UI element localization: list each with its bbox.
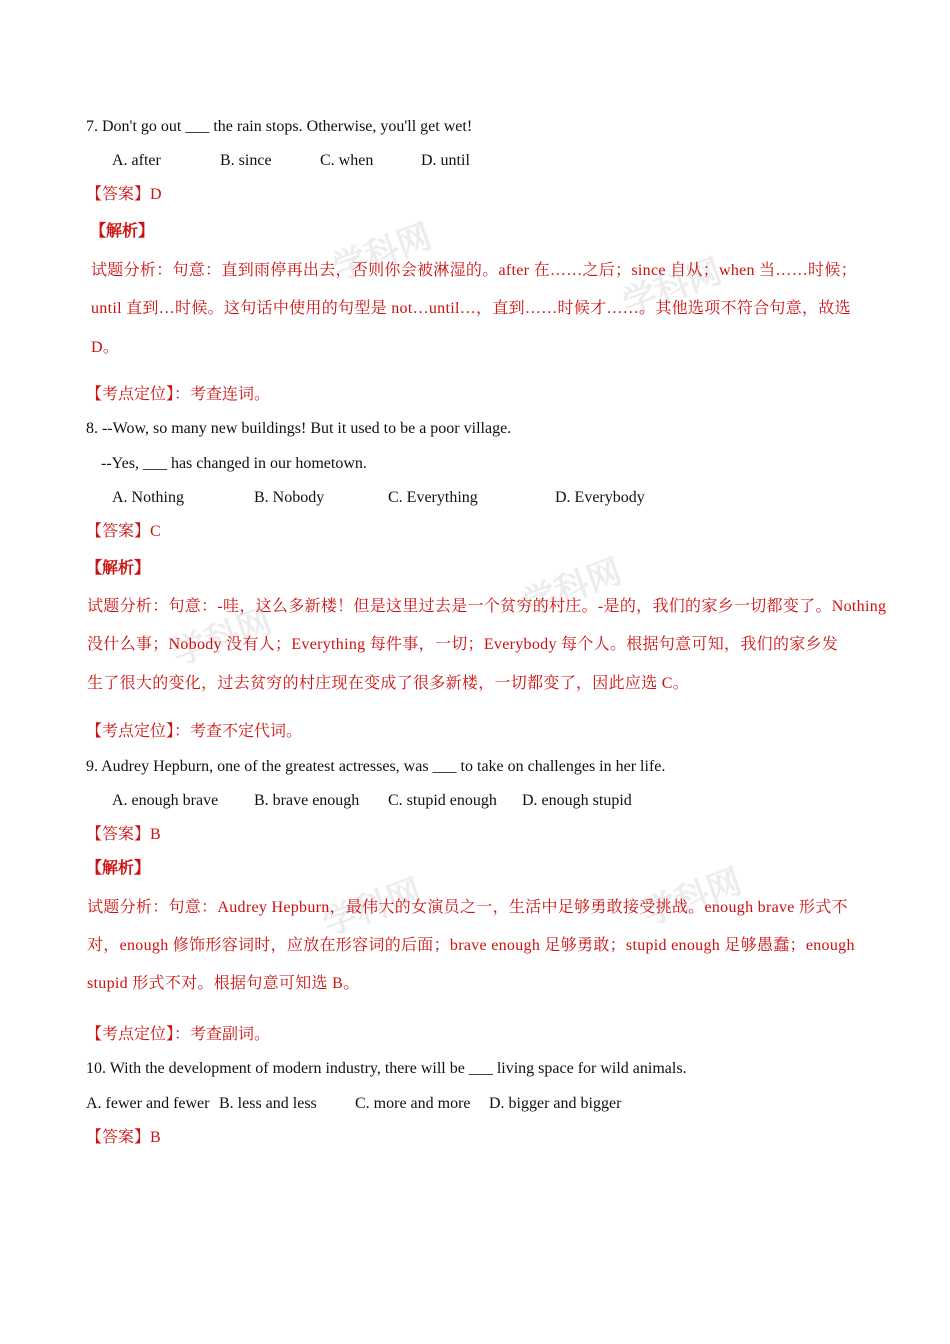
q8-option-d: D. Everybody	[555, 489, 645, 506]
watermark: 学科网	[517, 551, 627, 625]
q8-option-c: C. Everything	[388, 489, 478, 506]
q8-option-a: A. Nothing	[112, 489, 184, 506]
q7-analysis-label: 【解析】	[90, 223, 155, 240]
q10-option-d: D. bigger and bigger	[489, 1095, 622, 1112]
q9-answer: 【答案】B	[86, 826, 161, 843]
q8-analysis-line: 生了很大的变化，过去贫穷的村庄现在变成了很多新楼，一切都变了，因此应选 C。	[87, 675, 690, 692]
q9-option-b: B. brave enough	[254, 792, 360, 809]
q8-reply: --Yes, ___ has changed in our hometown.	[101, 455, 367, 472]
watermark: 学科网	[617, 251, 727, 325]
q9-analysis-line: 对，enough 修饰形容词时，应放在形容词的后面；brave enough 足够勇敢；stupid enough 足够愚蠢；enough	[87, 937, 855, 954]
q7-option-c: C. when	[320, 152, 374, 169]
q8-analysis-line: 没什么事；Nobody 没有人；Everything 每件事，一切；Everybody 每个人。根据句意可知，我们的家乡发	[87, 636, 839, 653]
watermark: 学科网	[167, 601, 277, 675]
q9-analysis-line: stupid 形式不对。根据句意可知选 B。	[87, 975, 360, 992]
q9-analysis-label: 【解析】	[86, 860, 151, 877]
q9-option-c: C. stupid enough	[388, 792, 497, 809]
q8-analysis-line: 试题分析：句意：-哇，这么多新楼！但是这里过去是一个贫穷的村庄。-是的，我们的家乡一切都变了。Nothing	[87, 598, 887, 615]
q10-option-a: A. fewer and fewer	[86, 1095, 210, 1112]
q10-option-b: B. less and less	[219, 1095, 317, 1112]
q10-answer: 【答案】B	[86, 1129, 161, 1146]
q7-analysis-line: 试题分析：句意：直到雨停再出去，否则你会被淋湿的。after 在……之后；since 自从；when 当……时候；	[91, 262, 857, 279]
q9-option-a: A. enough brave	[112, 792, 219, 809]
q8-question: 8. --Wow, so many new buildings! But it used to be a poor village.	[86, 420, 512, 437]
q7-option-d: D. until	[421, 152, 470, 169]
q7-option-a: A. after	[112, 152, 161, 169]
q9-question: 9. Audrey Hepburn, one of the greatest actresses, was ___ to take on challenges in her life.	[86, 758, 666, 775]
watermark: 学科网	[327, 216, 437, 290]
q7-question: 7. Don't go out ___ the rain stops. Otherwise, you'll get wet!	[86, 118, 473, 135]
q9-point: 【考点定位】：考查副词。	[86, 1026, 271, 1043]
q8-point: 【考点定位】：考查不定代词。	[86, 723, 303, 740]
q9-option-d: D. enough stupid	[522, 792, 632, 809]
q8-analysis-label: 【解析】	[86, 560, 151, 577]
watermark: 学科网	[637, 861, 747, 935]
q8-answer: 【答案】C	[86, 523, 161, 540]
q7-point: 【考点定位】：考查连词。	[86, 386, 271, 403]
q7-answer: 【答案】D	[86, 186, 162, 203]
q7-option-b: B. since	[220, 152, 272, 169]
watermark: 学科网	[317, 871, 427, 945]
q10-question: 10. With the development of modern industry, there will be ___ living space for wild animals.	[86, 1060, 687, 1077]
q8-option-b: B. Nobody	[254, 489, 325, 506]
q7-analysis-line: until 直到…时候。这句话中使用的句型是 not…until…，直到……时候才……。其他选项不符合句意，故选	[91, 300, 851, 317]
q10-option-c: C. more and more	[355, 1095, 471, 1112]
q7-analysis-line: D。	[91, 339, 120, 356]
q9-analysis-line: 试题分析：句意：Audrey Hepburn，最伟大的女演员之一，生活中足够勇敢接受挑战。enough brave 形式不	[87, 899, 848, 916]
